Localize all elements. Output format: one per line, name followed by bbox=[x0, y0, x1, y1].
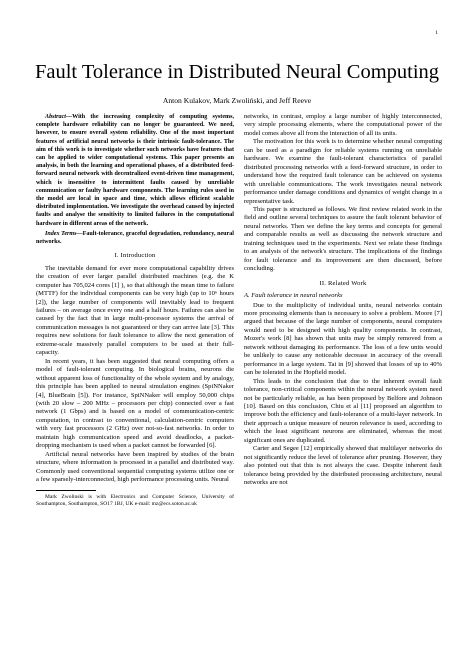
footnote-rule bbox=[36, 490, 96, 491]
right-paragraph-2: The motivation for this work is to determine whether neural computing can be used as a paradigm for reliable systems running on unreliable hardware. We examine the fault-tolerant characteristics of parallel distributed processing networks with a feed-forward structure, in order to understand how the required fault tolerance can be achieved on systems with unreliable communications. The work investigates neural network performance under damage conditions and dynamics of weight change in a representative task. bbox=[244, 138, 442, 205]
section-heading-introduction: I. Introduction bbox=[114, 252, 156, 260]
intro-paragraph-3: Artificial neural networks have been inspired by studies of the brain structure, where information is processed in a parallel and distributed way. Commonly used conventional sequential computing systems utilize one or a few sparsely-interconnected, high performance processing units. Neural bbox=[36, 450, 234, 484]
section-heading-related-work: II. Related Work bbox=[319, 279, 367, 287]
right-paragraph-3: This paper is structured as follows. We first review related work in the field and outline several techniques to assure the fault tolerant behavior of neural networks. Then we define the key terms and concepts for general and comparable results as well as discussing the network structure and training techniques used in the experiments. Next we relate these findings to an analysis of the network's structure. The implications of the findings for fault tolerance and its improvement are then discussed, before concluding. bbox=[244, 205, 442, 273]
left-column bbox=[36, 113, 234, 508]
subsection-heading: A. Fault tolerance in neural networks bbox=[244, 292, 343, 300]
abstract-label: Abstract bbox=[45, 114, 66, 120]
right-paragraph-1: networks, in contrast, employ a large number of highly interconnected, very simple processing elements, where the computational power of the model comes above all from the interaction of all its units. bbox=[244, 113, 442, 137]
intro-paragraph-2: In recent years, it has been suggested that neural computing offers a model of fault-tolerant computing. In biological brains, neurons die without apparent loss of functionality of the whole system and by analogy, this principle has been applied to neural simulation engines (SpiNNaker [4], BlueBrain [5]). For instance, SpiNNaker will employ 50,000 chips (with 20 slow – 200 MHz – processors per chip) connected over a fast network (1 Gbps) and is based on a model of communication-centric computation, in contrast to conventional, calculation-centric computers with very fast processors (2 GHz) over not-so-fast networks. In order to maintain high communication speed and avoid deadlocks, a packet-dropping mechanism is used when a packet cannot be forwarded [6]. bbox=[36, 357, 234, 450]
related-paragraph-2: This leads to the conclusion that due to the inherent overall fault tolerance, non-critical components within the neural network system need not be particularly reliable, as has been proposed by Belfore and Johnson [10]. Based on this conclusion, Chiu et al [11] proposed an algorithm to improve both the efficiency and fault-tolerance of a multi-layer network. In their approach a unique measure of neuron relevance is used, according to which the least significant neurons are eliminated, whereas the most significant ones are duplicated. bbox=[244, 377, 442, 444]
abstract-text: —With the increasing complexity of computing systems, complete hardware reliability can no longer be guaranteed. We need, however, to ensure overall system reliability. One of the most important features of artificial neural networks is their intrinsic fault-tolerance. The aim of this work is to investigate whether such networks have features that can be applied to wider computational systems. This paper presents an analysis, in both the learning and operational phases, of a distributed feed-forward neural network with decentralized event-driven time management, which is insensitive to intermittent faults caused by unreliable communication or faulty hardware components. The learning rules used in the model are local in space and time, which allows efficient scalable distributed implementation. We investigate the overhead caused by injected faults and analyse the sensitivity to limited failures in the computational hardware in different areas of the network. bbox=[36, 114, 234, 227]
index-terms-label: Index Terms bbox=[45, 230, 77, 237]
paper-title: Fault Tolerance in Distributed Neural Computing bbox=[34, 61, 440, 83]
index-terms-text: —Fault-tolerance, graceful degradation, redundancy, neural networks. bbox=[36, 230, 234, 246]
related-paragraph-3: Carter and Segee [12] empirically showed that multilayer networks do not significantly reduce the level of tolerance after pruning. However, they also pointed out that this is not always the case. Despite inherent fault tolerance being provided by the distributed processing architecture, neural networks are not bbox=[244, 445, 442, 487]
paper-authors: Anton Kulakov, Mark Zwoliński, and Jeff Reeve bbox=[162, 96, 312, 105]
related-paragraph-1: Due to the multiplicity of individual units, neural networks contain more processing elements than is necessary to solve a problem. Moore [7] argued that because of the large number of components, neural computers would need to be designed with high quality components. In contrast, Mozer's work [8] has shown that units may be simply removed from a network without damaging its performance. The loss of a few units would be unlikely to cause any noticeable decrease in accuracy of the overall performance in a large system. Tai in [9] showed that losses of up to 40% can be tolerated in the Hopfield model. bbox=[244, 301, 442, 377]
page-number: 1 bbox=[435, 30, 438, 36]
intro-paragraph-1: The inevitable demand for ever more computational capability drives the creation of ever larger parallel distributed machines (e.g. the K computer has 705,024 cores [1] ), so that although the mean time to failure (MTTF) for the individual components can be very high (up to 10⁶ hours [2]), the large number of components will inevitably lead to frequent failures – on average once every one and a half hours. Failures can also be caused by the fact that in large multi-processor systems the arrival of communication messages is not guaranteed or they can arrive late [3]. This requires new solutions for fault tolerance to allow the next generation of extreme-scale massively parallel computers to be used at their full-capacity. bbox=[36, 264, 234, 357]
abstract bbox=[36, 113, 234, 228]
index-terms bbox=[36, 230, 234, 246]
footnote: Mark Zwolinski is with Electronics and Computer Science, University of Southampton, Southampton, SO17 1BJ, UK e-mail: mz@ecs.soton.ac.uk bbox=[36, 494, 234, 508]
right-column bbox=[244, 113, 442, 487]
